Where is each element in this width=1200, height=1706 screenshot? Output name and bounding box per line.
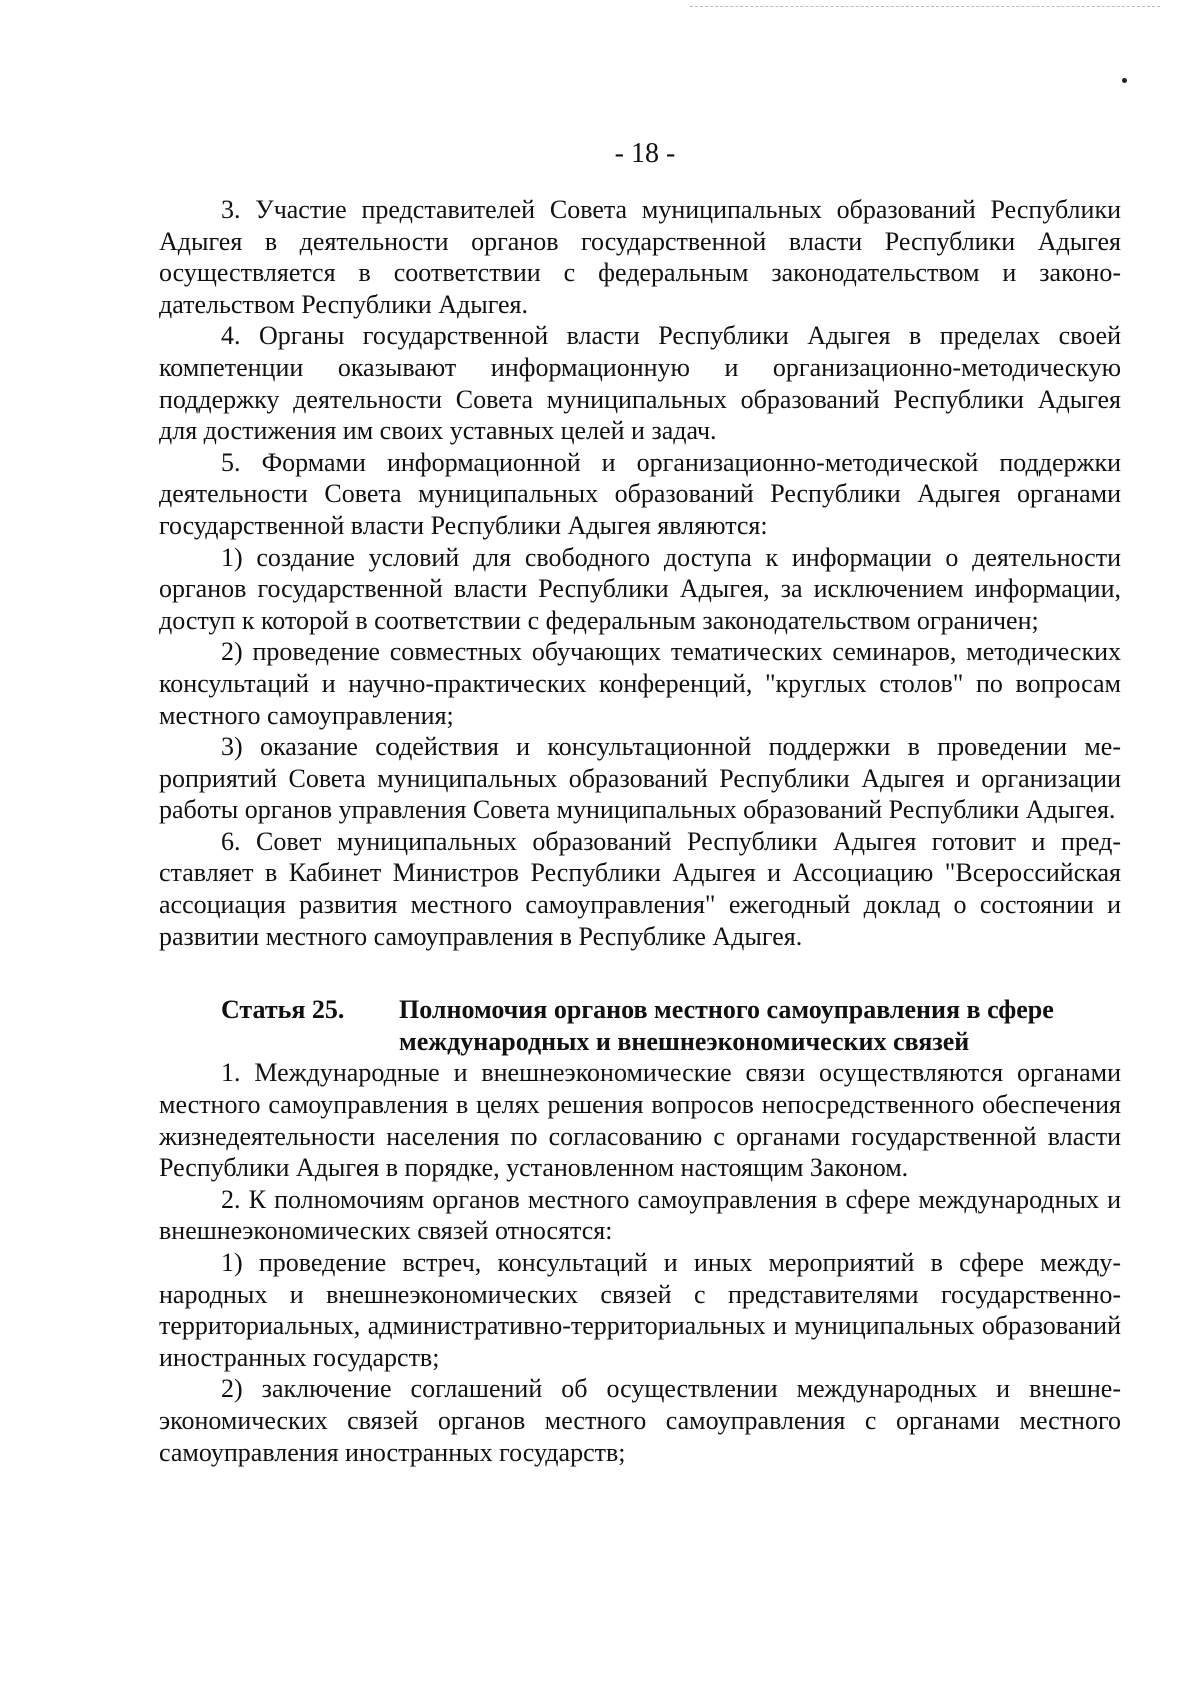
list-item: 2) проведение совместных обучающих тематических семинаров, методических консультаций и научно-практических конференций, "круглых столов" по вопросам местного самоуправления;	[159, 637, 1121, 730]
paragraph: 5. Формами информационной и организационно-методической поддержки деятельности Совета муниципальных образований Республики Адыгея органами государственной власти Республики Адыгея являются:	[159, 447, 1121, 540]
paragraph: 2. К полномочиям органов местного самоуправления в сфере международных и внешнеэкономических связей относятся:	[159, 1184, 1121, 1246]
paragraph: 3. Участие представителей Совета муниципальных образований Республики Адыгея в деятельности органов государственной власти Республики Адыгея осуществляется в соответствии с федеральным законодательством и законодательством Республики Адыгея.	[159, 195, 1121, 319]
paragraph: 4. Органы государственной власти Республики Адыгея в пределах своей компетенции оказывают информационную и организационно-методическую поддержку деятельности Совета муниципальных образований Республики Адыгея для достижения им своих уставных целей и задач.	[159, 321, 1121, 446]
document-body	[159, 194, 1121, 1468]
list-item: 3) оказание содействия и консультационной поддержки в проведении мероприятий Совета муниципальных образований Республики Адыгея и организации работы органов управления Совета муниципальных образований Республики Адыгея.	[159, 732, 1121, 825]
list-item: 1) проведение встреч, консультаций и иных мероприятий в сфере международных и внешнеэкономических связей с представителями государственно-территориальных, административно-территориальных и муниципальных образований иностранных государств;	[159, 1248, 1121, 1372]
article-number: Статья 25.	[221, 995, 345, 1025]
article-title: Полномочия органов местного самоуправления в сфере международных и внешнеэкономических связей	[399, 995, 1054, 1056]
article-heading	[159, 994, 1121, 1057]
scan-artifact-line	[690, 6, 1160, 7]
list-item: 1) создание условий для свободного доступа к информации о деятельности органов государственной власти Республики Адыгея, за исключением информации, доступ к которой в соответствии с федеральным законодательством ограничен;	[159, 542, 1121, 635]
paragraph: 1. Международные и внешнеэкономические связи осуществляются органами местного самоуправления в целях решения вопросов непосредственного обеспечения жизнедеятельности населения по согласованию с органами государственной власти Республики Адыгея в порядке, установленном настоящим Законом.	[159, 1058, 1121, 1183]
scan-artifact-dot	[1122, 78, 1127, 83]
paragraph: 6. Совет муниципальных образований Республики Адыгея готовит и представляет в Кабинет Министров Республики Адыгея и Ассоциацию "Всероссийская ассоциация развития местного самоуправления" ежегодный доклад о состоянии и развитии местного самоуправления в Республике Адыгея.	[159, 826, 1121, 951]
page-number: - 18 -	[614, 138, 676, 169]
list-item: 2) заключение соглашений об осуществлении международных и внешнеэкономических связей органов местного самоуправления с органами местного самоуправления иностранных государств;	[159, 1374, 1121, 1467]
